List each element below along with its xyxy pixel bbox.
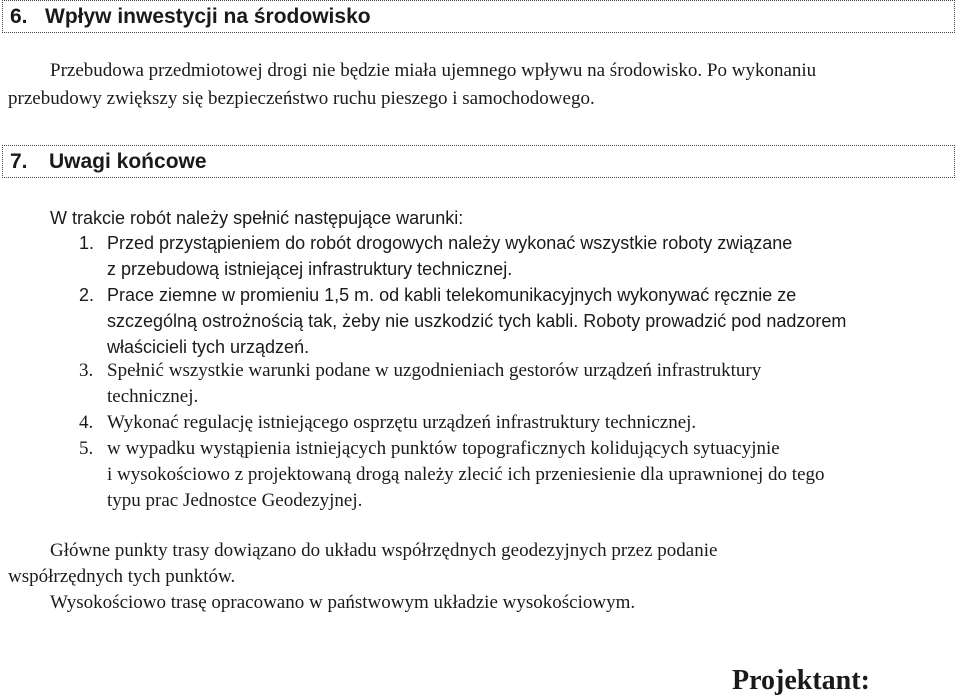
section-7-heading — [2, 145, 955, 178]
list-item-line: Przed przystąpieniem do robót drogowych należy wykonać wszystkie roboty związane — [107, 233, 793, 253]
conditions-intro: W trakcie robót należy spełnić następujące warunki: — [50, 208, 464, 228]
list-item-line: Wykonać regulację istniejącego osprzętu urządzeń infrastruktury technicznej. — [107, 412, 697, 433]
list-item — [79, 282, 847, 357]
list-item-number: 3. — [79, 360, 94, 381]
list-item — [79, 230, 793, 279]
closing-paragraph-line-2: współrzędnych tych punktów. — [8, 566, 236, 587]
section-6-paragraph-line-2: przebudowy zwiększy się bezpieczeństwo ruchu pieszego i samochodowego. — [8, 88, 595, 109]
section-number: 6. — [10, 5, 28, 28]
list-item-line: technicznej. — [107, 386, 199, 407]
list-item-line: właścicieli tych urządzeń. — [107, 337, 310, 357]
list-item-line: szczególną ostrożnością tak, żeby nie uszkodzić tych kabli. Roboty prowadzić pod nadzorem — [107, 311, 847, 331]
list-item-number: 1. — [79, 233, 95, 253]
section-6-paragraph-line-1: Przebudowa przedmiotowej drogi nie będzie miała ujemnego wpływu na środowisko. Po wykonaniu — [50, 60, 817, 81]
list-item-number: 5. — [79, 438, 94, 459]
section-number: 7. — [10, 150, 28, 173]
list-item-number: 4. — [79, 412, 94, 433]
closing-paragraph-line-1: Główne punkty trasy dowiązano do układu współrzędnych geodezyjnych przez podanie — [50, 540, 718, 561]
list-item-line: i wysokościowo z projektowaną drogą należy zlecić ich przeniesienie dla uprawnionej do tego — [107, 464, 825, 485]
section-title: Wpływ inwestycji na środowisko — [45, 5, 371, 28]
list-item-line: Spełnić wszystkie warunki podane w uzgodnieniach gestorów urządzeń infrastruktury — [107, 360, 762, 381]
section-title: Uwagi końcowe — [49, 150, 207, 173]
list-item-line: w wypadku wystąpienia istniejących punktów topograficznych kolidujących sytuacyjnie — [107, 438, 780, 459]
list-item — [79, 358, 762, 407]
list-item-line: typu prac Jednostce Geodezyjnej. — [107, 490, 363, 511]
closing-paragraph-line-3: Wysokościowo trasę opracowano w państwowym układzie wysokościowym. — [50, 592, 636, 613]
list-item — [79, 410, 696, 436]
list-item-number: 2. — [79, 285, 95, 305]
list-item-line: z przebudową istniejącej infrastruktury technicznej. — [107, 259, 513, 279]
designer-signature-label: Projektant: — [732, 665, 870, 696]
list-item-line: Prace ziemne w promieniu 1,5 m. od kabli telekomunikacyjnych wykonywać ręcznie ze — [107, 285, 797, 305]
section-6-heading — [2, 0, 955, 33]
list-item — [79, 436, 825, 511]
